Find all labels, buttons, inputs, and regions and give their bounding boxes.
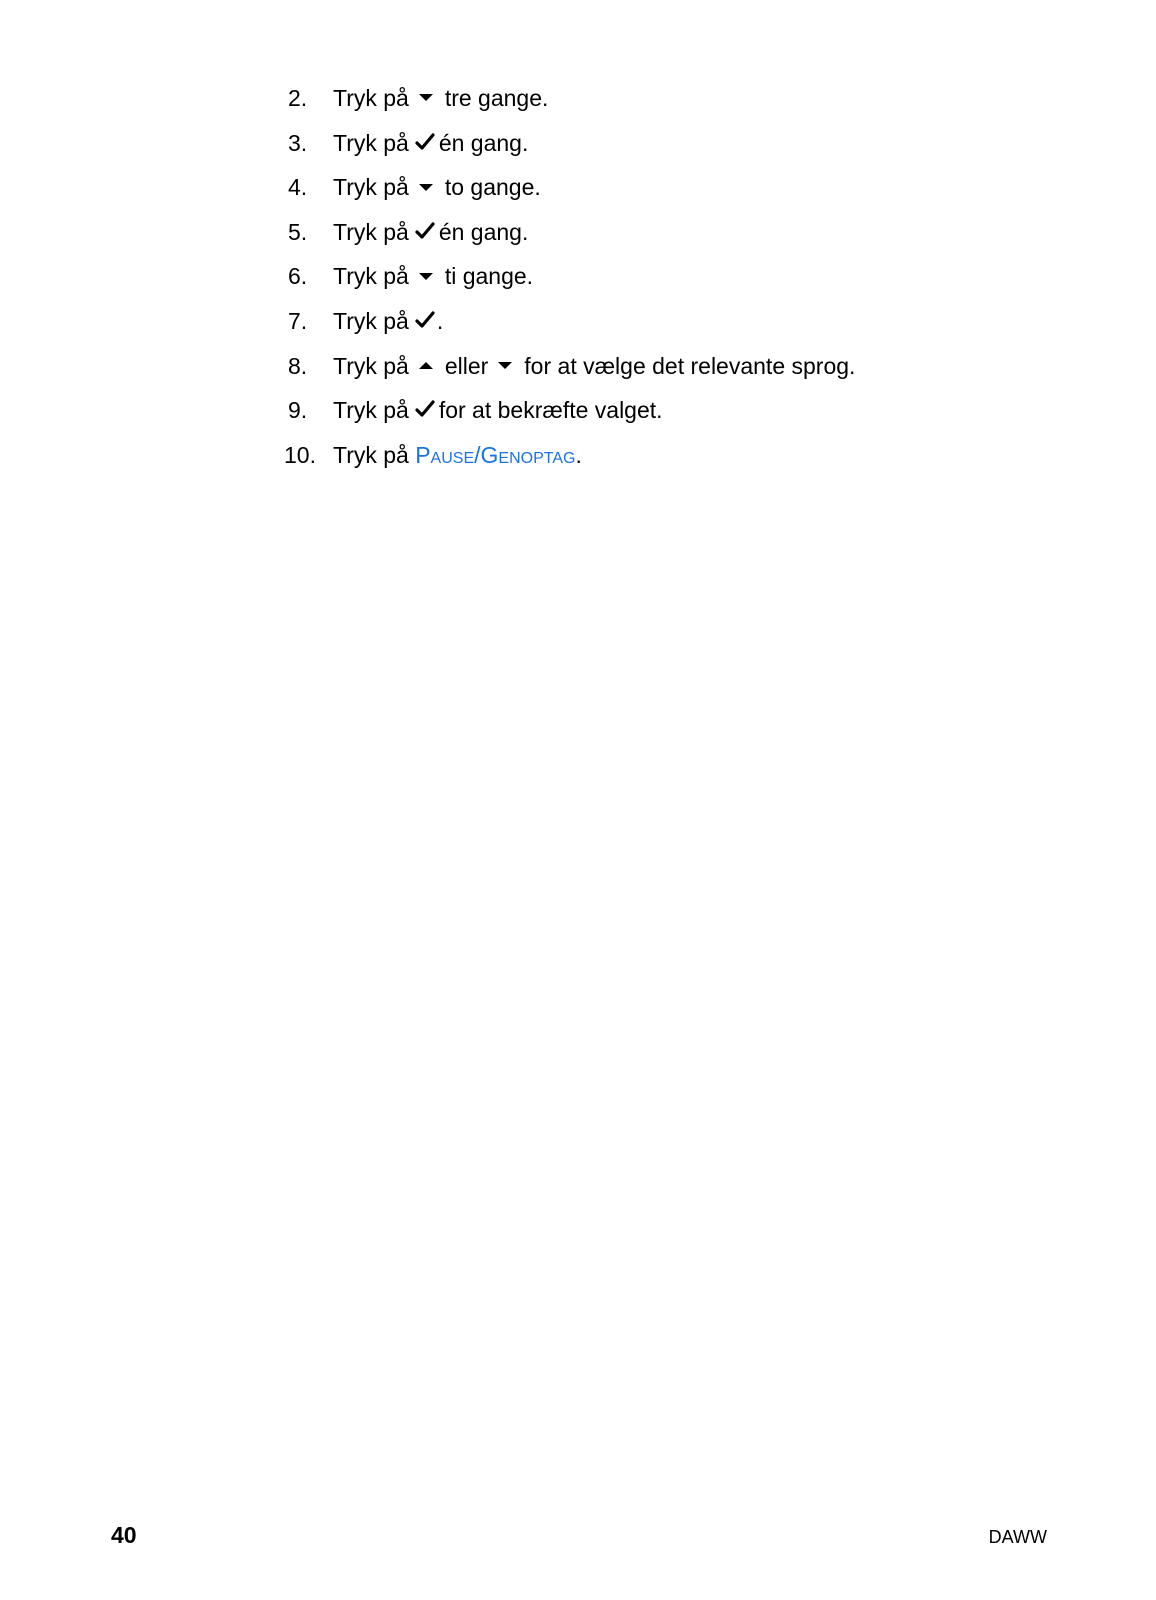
step-rest: . [575, 441, 582, 468]
page-number: 40 [111, 1522, 137, 1548]
step-rest: tre gange. [444, 85, 549, 111]
down-arrow-icon [419, 273, 433, 280]
step-rest: for at bekræfte valget. [438, 397, 663, 424]
document-code: DAWW [988, 1527, 1047, 1547]
step-number: 2. [288, 85, 308, 111]
step-prefix: Tryk på [333, 129, 409, 156]
step-rest: én gang. [438, 218, 529, 245]
step-prefix: Tryk på [333, 397, 409, 424]
pause-resume-link[interactable]: Pause/Genoptag [415, 441, 576, 468]
down-arrow-icon [498, 362, 512, 369]
down-arrow-icon [419, 94, 433, 101]
step-text [333, 256, 533, 296]
step-prefix: Tryk på [333, 85, 409, 111]
step-rest: . [436, 307, 444, 334]
check-icon [415, 221, 435, 241]
up-arrow-icon [419, 362, 433, 369]
step-number: 4. [288, 174, 308, 201]
step-number: 7. [288, 307, 308, 334]
step-text [333, 390, 663, 430]
step-text [333, 123, 528, 163]
step-text [333, 435, 582, 475]
step-number: 5. [288, 218, 308, 245]
step-prefix: Tryk på [333, 307, 409, 334]
step-middle: eller [444, 352, 489, 379]
step-text [333, 346, 855, 386]
step-number: 3. [288, 129, 308, 156]
check-icon [415, 399, 435, 419]
check-icon [415, 132, 435, 152]
step-prefix: Tryk på [333, 352, 409, 379]
step-rest: to gange. [444, 174, 541, 201]
down-arrow-icon [419, 184, 433, 191]
step-prefix: Tryk på [333, 441, 409, 468]
step-rest: for at vælge det relevante sprog. [524, 352, 856, 379]
step-rest: ti gange. [444, 263, 534, 290]
step-number: 8. [288, 352, 308, 379]
step-prefix: Tryk på [333, 218, 409, 245]
step-number: 10. [284, 441, 316, 468]
step-text [333, 212, 528, 252]
step-text [333, 167, 541, 207]
step-rest: én gang. [438, 129, 529, 156]
step-prefix: Tryk på [333, 263, 409, 290]
step-prefix: Tryk på [333, 174, 409, 201]
step-text [333, 301, 443, 341]
step-text [333, 78, 548, 118]
check-icon [415, 310, 435, 330]
step-number: 6. [288, 263, 308, 290]
step-number: 9. [288, 397, 308, 424]
